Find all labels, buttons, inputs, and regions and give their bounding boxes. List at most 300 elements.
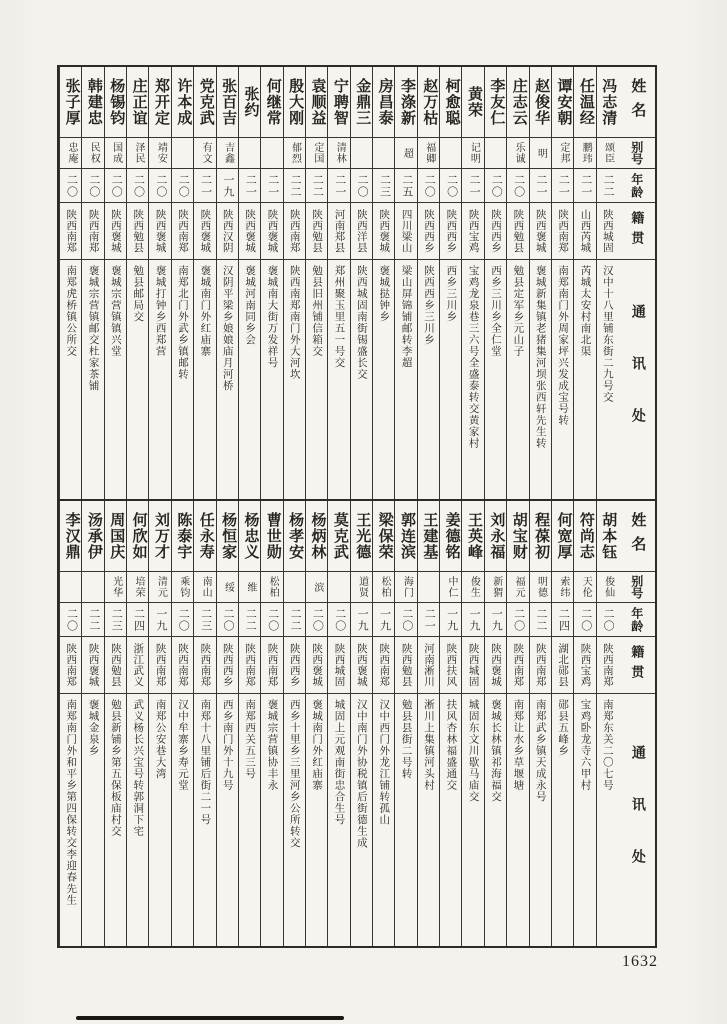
address-text: 勉县邮局交	[132, 265, 144, 323]
age-cell	[217, 169, 238, 203]
age-cell	[105, 603, 126, 637]
age-text: 二〇	[110, 173, 123, 198]
age-cell	[261, 169, 282, 203]
alias-text: 海门	[401, 576, 413, 598]
alias-text: 颂臣	[602, 142, 614, 164]
age-text: 二二	[535, 607, 548, 632]
alias-cell	[261, 138, 282, 169]
name-cell	[172, 501, 193, 572]
age-text: 二〇	[356, 173, 369, 198]
directory-table	[57, 65, 657, 948]
age-cell	[552, 603, 573, 637]
origin-text: 陕西褒城	[490, 643, 502, 687]
origin-text: 陕西城固	[333, 643, 345, 687]
name-cell	[351, 501, 372, 572]
age-text: 二一	[535, 173, 548, 198]
entry-column	[126, 67, 148, 499]
address-text: 南郑北门外武乡镇邮转	[177, 265, 188, 380]
origin-cell	[194, 203, 215, 260]
alias-cell	[306, 138, 327, 169]
entry-column	[551, 501, 573, 946]
name-text: 陈泰宇	[175, 512, 192, 560]
address-cell	[351, 694, 372, 946]
age-text: 二〇	[177, 607, 190, 632]
origin-cell	[395, 637, 416, 694]
name-cell	[395, 501, 416, 572]
alias-text: 培荣	[133, 576, 145, 598]
age-cell	[530, 169, 551, 203]
alias-cell	[462, 138, 483, 169]
alias-text: 天伦	[580, 576, 592, 598]
address-text: 褒城打钟乡西郑营	[154, 265, 166, 357]
alias-text: 乐诚	[513, 142, 525, 164]
entry-column	[193, 67, 215, 499]
address-text: 汉中南门外协税镇后街德生成	[355, 699, 367, 849]
name-cell	[82, 501, 103, 572]
name-cell	[507, 67, 528, 138]
origin-cell	[351, 637, 372, 694]
entry-column	[126, 501, 148, 946]
name-cell	[530, 67, 551, 138]
origin-cell	[530, 203, 551, 260]
address-text: 陕西南郑南门外大河坎	[288, 265, 300, 380]
age-cell	[239, 169, 260, 203]
age-cell	[172, 603, 193, 637]
alias-text: 俊生	[468, 576, 480, 598]
entry-column	[59, 67, 81, 499]
alias-text: 郁烈	[289, 142, 301, 164]
origin-cell	[462, 637, 483, 694]
address-text: 褒城河南同乡会	[244, 265, 256, 346]
address-text: 勉县县街二号转	[400, 699, 412, 780]
alias-cell	[351, 138, 372, 169]
name-cell	[172, 67, 193, 138]
name-text: 郑开定	[153, 78, 169, 126]
header-origin-text: 籍贯	[629, 645, 645, 685]
age-text: 二二	[311, 173, 324, 198]
origin-text: 陕西南郑	[601, 643, 613, 687]
header-alias-text: 别号	[629, 575, 644, 599]
name-text: 姜德铭	[443, 512, 460, 560]
address-text: 宝鸡卧龙寺六甲村	[579, 699, 591, 791]
origin-text: 陕西南郑	[65, 643, 77, 687]
entry-column	[529, 67, 551, 499]
age-cell	[328, 169, 349, 203]
header-column	[618, 501, 655, 946]
name-cell	[418, 67, 439, 138]
entry-column	[506, 501, 528, 946]
entry-column	[506, 67, 528, 499]
entry-column	[461, 67, 483, 499]
name-cell	[217, 67, 238, 138]
name-text: 庄正谊	[130, 78, 147, 126]
alias-text: 乘钧	[177, 576, 189, 598]
age-text: 一九	[445, 607, 458, 632]
origin-text: 陕西南郑	[244, 643, 256, 687]
entry-column	[216, 501, 238, 946]
alias-text: 滨	[311, 581, 323, 593]
name-cell	[418, 501, 439, 572]
alias-cell	[552, 138, 573, 169]
name-text: 杨锡钧	[108, 78, 125, 126]
name-text: 刘万才	[153, 512, 169, 560]
age-text: 二〇	[579, 607, 592, 632]
scan-artifact-line	[76, 1016, 344, 1020]
name-cell	[462, 501, 483, 572]
age-text: 二〇	[65, 607, 78, 632]
address-text: 汉阴平梁乡娘娘庙月河桥	[221, 265, 233, 392]
origin-text: 陕西城固	[601, 209, 613, 253]
address-text: 南郑南门外周家坪兴发成宝号转	[557, 265, 569, 426]
name-text: 杨忠义	[242, 512, 259, 560]
header-origin-cell	[618, 203, 655, 260]
origin-cell	[462, 203, 483, 260]
page-number: 1632	[622, 953, 658, 970]
name-text: 庄志云	[510, 78, 527, 126]
alias-cell	[105, 138, 126, 169]
address-cell	[395, 260, 416, 499]
age-cell	[60, 603, 81, 637]
entry-column	[394, 67, 416, 499]
entry-column	[350, 67, 372, 499]
entry-column	[104, 67, 126, 499]
address-text: 褒城南大街万发祥号	[266, 265, 278, 369]
age-cell	[485, 169, 506, 203]
address-text: 南郑虎桥镇公所交	[65, 265, 77, 357]
age-cell	[82, 169, 103, 203]
entry-column	[596, 501, 618, 946]
age-cell	[60, 169, 81, 203]
name-text: 刘永福	[488, 512, 505, 560]
address-cell	[530, 694, 551, 946]
name-cell	[373, 501, 394, 572]
address-cell	[306, 260, 327, 499]
address-text: 褒城宗营镇镇兴堂	[109, 265, 121, 357]
alias-cell	[194, 138, 215, 169]
alias-cell	[82, 572, 103, 603]
address-cell	[217, 260, 238, 499]
alias-text: 泽民	[133, 142, 145, 164]
origin-text: 湖北郧县	[557, 643, 569, 687]
address-cell	[485, 694, 506, 946]
alias-cell	[127, 572, 148, 603]
address-cell	[530, 260, 551, 499]
age-cell	[149, 603, 170, 637]
origin-text: 陕西西乡	[422, 209, 434, 253]
origin-text: 陕西南郑	[177, 643, 188, 687]
name-cell	[149, 67, 170, 138]
address-text: 褒城长林镇祁海福交	[490, 699, 502, 803]
name-cell	[328, 501, 349, 572]
header-column	[618, 67, 655, 499]
age-text: 一九	[467, 607, 480, 632]
alias-cell	[60, 138, 81, 169]
origin-text: 陕西洋县	[355, 209, 367, 253]
address-cell	[485, 260, 506, 499]
alias-text: 中仁	[446, 576, 458, 598]
address-text: 南郑公安巷大湾	[154, 699, 166, 780]
age-cell	[418, 169, 439, 203]
name-text: 胡宝财	[510, 512, 527, 560]
age-text: 二一	[557, 173, 570, 198]
address-cell	[105, 694, 126, 946]
origin-cell	[306, 203, 327, 260]
alias-text: 索纬	[557, 576, 569, 598]
name-cell	[284, 501, 305, 572]
age-text: 二一	[579, 173, 592, 198]
age-cell	[306, 603, 327, 637]
address-cell	[239, 260, 260, 499]
age-text: 二〇	[221, 607, 234, 632]
age-cell	[328, 603, 349, 637]
origin-text: 陕西褒城	[355, 643, 367, 687]
origin-text: 陕西南郑	[199, 643, 211, 687]
header-origin-text: 籍贯	[629, 211, 645, 251]
name-text: 符尚志	[577, 512, 594, 560]
name-text: 许本成	[175, 78, 192, 126]
origin-text: 陕西宝鸡	[467, 209, 479, 253]
name-text: 王光德	[354, 512, 371, 560]
age-text: 二一	[266, 173, 279, 198]
origin-text: 陕西褒城	[311, 643, 323, 687]
origin-text: 陕西勉县	[132, 209, 144, 253]
entry-column	[216, 67, 238, 499]
address-text: 西乡三川乡	[445, 265, 457, 323]
age-text: 二〇	[512, 607, 525, 632]
address-cell	[60, 694, 81, 946]
origin-text: 陕西南郑	[87, 209, 99, 253]
age-text: 二〇	[65, 173, 78, 198]
address-cell	[395, 694, 416, 946]
address-text: 城固东文川歇马庙交	[467, 699, 479, 803]
entry-column	[350, 501, 372, 946]
age-text: 一九	[154, 607, 167, 632]
alias-cell	[507, 572, 528, 603]
alias-text: 明	[535, 147, 547, 159]
age-cell	[127, 169, 148, 203]
name-cell	[261, 67, 282, 138]
entry-column	[305, 501, 327, 946]
name-text: 胡本钰	[600, 512, 617, 560]
name-text: 张约	[242, 86, 259, 118]
age-text: 二一	[199, 173, 212, 198]
origin-text: 河南郑县	[333, 209, 345, 253]
alias-cell	[127, 138, 148, 169]
origin-text: 陕西城固	[467, 643, 479, 687]
address-text: 宝鸡龙泉巷三六号全盛泰转交黄家村	[467, 265, 479, 449]
origin-cell	[105, 203, 126, 260]
name-text: 任永寿	[197, 512, 214, 560]
address-text: 褒城金泉乡	[87, 699, 99, 757]
entry-column	[260, 67, 282, 499]
name-text: 汤承伊	[85, 512, 102, 560]
name-text: 何欣如	[130, 512, 147, 560]
address-cell	[328, 694, 349, 946]
origin-text: 陕西西乡	[490, 209, 502, 253]
origin-text: 陕西褒城	[534, 209, 546, 253]
origin-cell	[261, 203, 282, 260]
alias-cell	[418, 572, 439, 603]
origin-cell	[574, 637, 595, 694]
origin-text: 陕西宝鸡	[579, 643, 591, 687]
age-cell	[127, 603, 148, 637]
age-cell	[194, 603, 215, 637]
origin-cell	[149, 203, 170, 260]
header-age-cell	[618, 603, 655, 637]
address-cell	[574, 694, 595, 946]
entry-column	[529, 501, 551, 946]
origin-text: 陕西勉县	[109, 643, 121, 687]
header-alias-text: 别号	[629, 141, 644, 165]
name-text: 房昌泰	[376, 78, 393, 126]
address-cell	[60, 260, 81, 499]
age-cell	[440, 169, 461, 203]
origin-cell	[440, 203, 461, 260]
age-cell	[507, 169, 528, 203]
origin-cell	[217, 637, 238, 694]
alias-text: 维	[244, 581, 256, 593]
address-cell	[82, 260, 103, 499]
age-text: 二二	[87, 607, 100, 632]
origin-text: 陕西勉县	[512, 209, 524, 253]
origin-cell	[60, 203, 81, 260]
entry-column	[327, 501, 349, 946]
header-origin-cell	[618, 637, 655, 694]
alias-cell	[485, 572, 506, 603]
age-cell	[395, 169, 416, 203]
age-text: 一九	[378, 607, 391, 632]
age-text: 二二	[289, 173, 302, 198]
alias-text: 鹏玮	[580, 142, 592, 164]
alias-text: 忠庵	[65, 142, 77, 164]
name-text: 梁保荣	[376, 512, 393, 560]
alias-cell	[194, 572, 215, 603]
address-cell	[351, 260, 372, 499]
origin-text: 陕西西乡	[288, 643, 300, 687]
origin-text: 山西芮城	[579, 209, 591, 253]
alias-cell	[149, 138, 170, 169]
name-cell	[530, 501, 551, 572]
age-cell	[418, 603, 439, 637]
alias-cell	[149, 572, 170, 603]
address-text: 南郑十八里铺后街二一号	[199, 699, 211, 826]
address-cell	[127, 260, 148, 499]
name-cell	[485, 501, 506, 572]
address-cell	[239, 694, 260, 946]
age-cell	[373, 169, 394, 203]
alias-cell	[552, 572, 573, 603]
alias-cell	[306, 572, 327, 603]
address-text: 郑州聚玉里五一号交	[333, 265, 345, 369]
age-text: 二〇	[512, 173, 525, 198]
alias-text: 光华	[110, 576, 122, 598]
origin-cell	[440, 637, 461, 694]
name-text: 郭连滨	[398, 512, 415, 560]
age-cell	[507, 603, 528, 637]
name-cell	[82, 67, 103, 138]
name-text: 李友仁	[488, 78, 505, 126]
alias-cell	[239, 572, 260, 603]
name-text: 周国庆	[108, 512, 125, 560]
header-address-text: 通讯处	[629, 304, 645, 460]
origin-cell	[239, 637, 260, 694]
address-text: 勉县新铺乡第五保板庙村交	[109, 699, 121, 837]
age-text: 二四	[132, 607, 145, 632]
entry-column	[104, 501, 126, 946]
name-cell	[284, 67, 305, 138]
origin-text: 陕西勉县	[311, 209, 323, 253]
age-cell	[462, 169, 483, 203]
name-cell	[127, 67, 148, 138]
name-text: 冯志清	[600, 78, 617, 126]
alias-cell	[261, 572, 282, 603]
origin-cell	[82, 637, 103, 694]
origin-text: 河南淅川	[422, 643, 434, 687]
address-cell	[552, 260, 573, 499]
address-text: 南郑东关二〇七号	[601, 699, 613, 791]
address-text: 淅川上集镇河头村	[422, 699, 434, 791]
age-text: 二三	[199, 607, 212, 632]
origin-text: 陕西扶风	[445, 643, 457, 687]
entry-column	[372, 67, 394, 499]
address-text: 芮城太安村南北渠	[579, 265, 591, 357]
address-text: 汉中西门外龙江铺转孤山	[378, 699, 390, 826]
alias-cell	[462, 572, 483, 603]
age-text: 二一	[244, 173, 257, 198]
alias-cell	[530, 572, 551, 603]
alias-cell	[574, 572, 595, 603]
name-cell	[574, 67, 595, 138]
origin-text: 陕西西乡	[445, 209, 457, 253]
origin-text: 陕西西乡	[221, 643, 233, 687]
age-cell	[574, 169, 595, 203]
header-alias-cell	[618, 572, 655, 603]
header-age-text: 年龄	[629, 606, 644, 633]
name-cell	[440, 67, 461, 138]
header-alias-cell	[618, 138, 655, 169]
name-text: 宁聘智	[331, 78, 348, 126]
name-text: 何宽厚	[555, 512, 572, 560]
age-cell	[284, 603, 305, 637]
age-cell	[351, 169, 372, 203]
entry-column	[171, 501, 193, 946]
alias-text: 民权	[88, 142, 100, 164]
header-name-text: 姓名	[629, 78, 646, 126]
alias-cell	[60, 572, 81, 603]
origin-cell	[552, 203, 573, 260]
name-cell	[105, 501, 126, 572]
entry-column	[171, 67, 193, 499]
name-text: 党克武	[197, 78, 214, 126]
age-text: 二二	[244, 607, 257, 632]
alias-cell	[574, 138, 595, 169]
name-text: 金鼎三	[354, 78, 371, 126]
address-text: 武义杨长兴宝号转郭洞下宅	[132, 699, 144, 837]
origin-cell	[418, 203, 439, 260]
alias-cell	[172, 138, 193, 169]
name-text: 李涤新	[398, 78, 415, 126]
name-text: 殷大刚	[287, 78, 304, 126]
entry-column	[573, 67, 595, 499]
address-text: 南郑让水乡草堰塘	[512, 699, 524, 791]
origin-cell	[284, 637, 305, 694]
age-text: 二四	[557, 607, 570, 632]
age-text: 二三	[378, 173, 391, 198]
entry-column	[484, 67, 506, 499]
address-text: 陕西西乡三川乡	[422, 265, 434, 346]
origin-text: 陕西褒城	[266, 209, 278, 253]
origin-text: 陕西勉县	[400, 643, 412, 687]
